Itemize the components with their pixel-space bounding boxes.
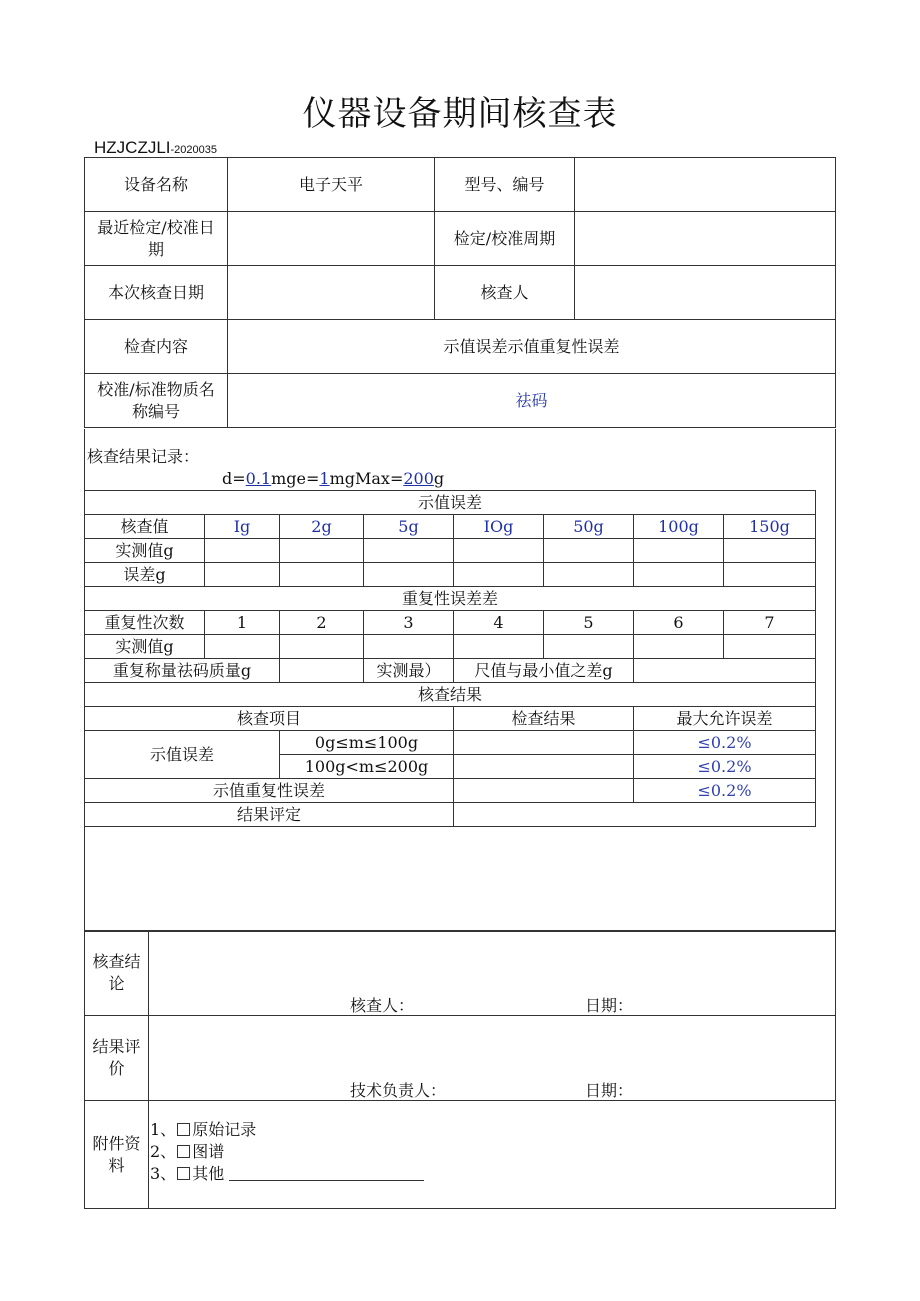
repeat-count-cell: 1 [205, 611, 280, 635]
checkbox-original[interactable] [177, 1123, 190, 1136]
repeat-count-label: 重复性次数 [85, 611, 205, 635]
check-date-value[interactable] [228, 266, 435, 320]
error-cell[interactable] [205, 563, 280, 587]
error-cell[interactable] [364, 563, 454, 587]
model-value[interactable] [575, 158, 836, 212]
tolerance1: ≤0.2% [634, 731, 816, 755]
check-date-label: 本次核查日期 [85, 266, 228, 320]
header-table [84, 157, 836, 428]
range1-label: 0g≤m≤100g [280, 731, 454, 755]
ref-value[interactable]: 祛码 [228, 374, 836, 428]
attachment-item [150, 1141, 424, 1163]
attachment-text: 其他 [192, 1164, 225, 1183]
check-value-cell: 2g [280, 515, 364, 539]
repeat-measured-cell[interactable] [454, 635, 544, 659]
device-name-label: 设备名称 [85, 158, 228, 212]
indication-error-label: 示值误差 [85, 731, 280, 779]
measured-cell[interactable] [280, 539, 364, 563]
attachment-text: 原始记录 [192, 1120, 257, 1139]
param-mgmax: mgMax= [329, 469, 404, 488]
attachments-label: 附件资料 [85, 1101, 149, 1209]
cal-period-value[interactable] [575, 212, 836, 266]
content-label: 检查内容 [85, 320, 228, 374]
repeat-count-cell: 6 [634, 611, 724, 635]
item-header: 核查项目 [85, 707, 454, 731]
max-error-header: 最大允许误差 [634, 707, 816, 731]
repeat-weight-label: 重复称量祛码质量g [85, 659, 280, 683]
check-value-label: 核查值 [85, 515, 205, 539]
evaluation-date-label: 日期： [585, 1081, 634, 1100]
checker-value[interactable] [575, 266, 836, 320]
repeat-error-result[interactable] [454, 779, 634, 803]
repeat-measured-cell[interactable] [205, 635, 280, 659]
model-label: 型号、编号 [435, 158, 575, 212]
attachment-num: 2、 [150, 1142, 177, 1161]
range1-result[interactable] [454, 731, 634, 755]
checkbox-spectrum[interactable] [177, 1145, 190, 1158]
error-cell[interactable] [724, 563, 816, 587]
repeat-diff-value[interactable] [634, 659, 816, 683]
param-d: d= [222, 469, 246, 488]
record-label: 核查结果记录： [87, 447, 200, 466]
repeat-count-cell: 5 [544, 611, 634, 635]
measured-cell[interactable] [454, 539, 544, 563]
form-code-main: HZJCZJLI [94, 138, 171, 157]
cal-period-label: 检定/校准周期 [435, 212, 575, 266]
form-code [94, 138, 217, 158]
tech-lead-label: 技术负责人： [350, 1081, 447, 1100]
error-label: 误差g [85, 563, 205, 587]
repeat-section-title: 重复性误差差 [85, 587, 816, 611]
range2-label: 100g<m≤200g [280, 755, 454, 779]
checker-label: 核查人 [435, 266, 575, 320]
attachment-item [150, 1163, 424, 1185]
conclusion-checker-label: 核查人： [350, 996, 415, 1015]
other-input-line[interactable] [229, 1166, 424, 1181]
repeat-measured-cell[interactable] [280, 635, 364, 659]
param-max-value[interactable]: 200 [403, 469, 434, 488]
evaluation-value[interactable] [454, 803, 816, 827]
param-e-value[interactable]: 1 [319, 469, 330, 488]
measured-cell[interactable] [205, 539, 280, 563]
attachment-num: 1、 [150, 1120, 177, 1139]
evaluation-label: 结果评定 [85, 803, 454, 827]
repeat-measured-cell[interactable] [634, 635, 724, 659]
conclusion-area[interactable] [149, 931, 836, 1016]
conclusion-label: 核查结论 [85, 931, 149, 1016]
evaluation-section-label: 结果评价 [85, 1016, 149, 1101]
result-section-title: 核查结果 [85, 683, 816, 707]
check-value-cell: 100g [634, 515, 724, 539]
repeat-diff-label-b: 尺值与最小值之差g [454, 659, 634, 683]
repeat-weight-value[interactable] [280, 659, 364, 683]
ref-label: 校准/标准物质名称编号 [85, 374, 228, 428]
evaluation-area[interactable] [149, 1016, 836, 1101]
repeat-measured-cell[interactable] [544, 635, 634, 659]
check-value-cell: IOg [454, 515, 544, 539]
measured-cell[interactable] [634, 539, 724, 563]
tolerance3: ≤0.2% [634, 779, 816, 803]
attachments-list [150, 1119, 424, 1185]
check-value-cell: 5g [364, 515, 454, 539]
content-value[interactable]: 示值误差示值重复性误差 [228, 320, 836, 374]
page-title: 仪器设备期间核查表 [302, 94, 618, 134]
result-header: 检查结果 [454, 707, 634, 731]
repeat-measured-label: 实测值g [85, 635, 205, 659]
error-cell[interactable] [544, 563, 634, 587]
measurement-table [84, 490, 816, 827]
measured-cell[interactable] [724, 539, 816, 563]
param-g: g [433, 469, 445, 488]
form-code-suffix: -2020035 [170, 144, 217, 156]
repeat-count-cell: 7 [724, 611, 816, 635]
error-cell[interactable] [634, 563, 724, 587]
check-value-cell: 150g [724, 515, 816, 539]
indication-section-title: 示值误差 [85, 491, 816, 515]
check-value-cell: 50g [544, 515, 634, 539]
attachment-item [150, 1119, 424, 1141]
signoff-table [84, 930, 836, 1209]
attachments-area [149, 1101, 836, 1209]
param-d-value[interactable]: 0.1 [245, 469, 272, 488]
conclusion-date-label: 日期： [585, 996, 634, 1015]
check-value-cell: Ig [205, 515, 280, 539]
error-cell[interactable] [280, 563, 364, 587]
measured-label: 实测值g [85, 539, 205, 563]
tolerance2: ≤0.2% [634, 755, 816, 779]
repeat-count-cell: 2 [280, 611, 364, 635]
repeat-count-cell: 4 [454, 611, 544, 635]
last-cal-label: 最近检定/校准日期 [85, 212, 228, 266]
attachment-num: 3、 [150, 1164, 177, 1183]
repeat-error-label: 示值重复性误差 [85, 779, 454, 803]
attachment-text: 图谱 [192, 1142, 225, 1161]
device-name-value[interactable]: 电子天平 [228, 158, 435, 212]
param-mge: mge= [271, 469, 320, 488]
repeat-measured-cell[interactable] [724, 635, 816, 659]
record-params [222, 469, 444, 488]
checkbox-other[interactable] [177, 1167, 190, 1180]
error-cell[interactable] [454, 563, 544, 587]
repeat-diff-label-a: 实测最） [364, 659, 454, 683]
last-cal-value[interactable] [228, 212, 435, 266]
repeat-measured-cell[interactable] [364, 635, 454, 659]
measured-cell[interactable] [544, 539, 634, 563]
range2-result[interactable] [454, 755, 634, 779]
repeat-count-cell: 3 [364, 611, 454, 635]
measured-cell[interactable] [364, 539, 454, 563]
